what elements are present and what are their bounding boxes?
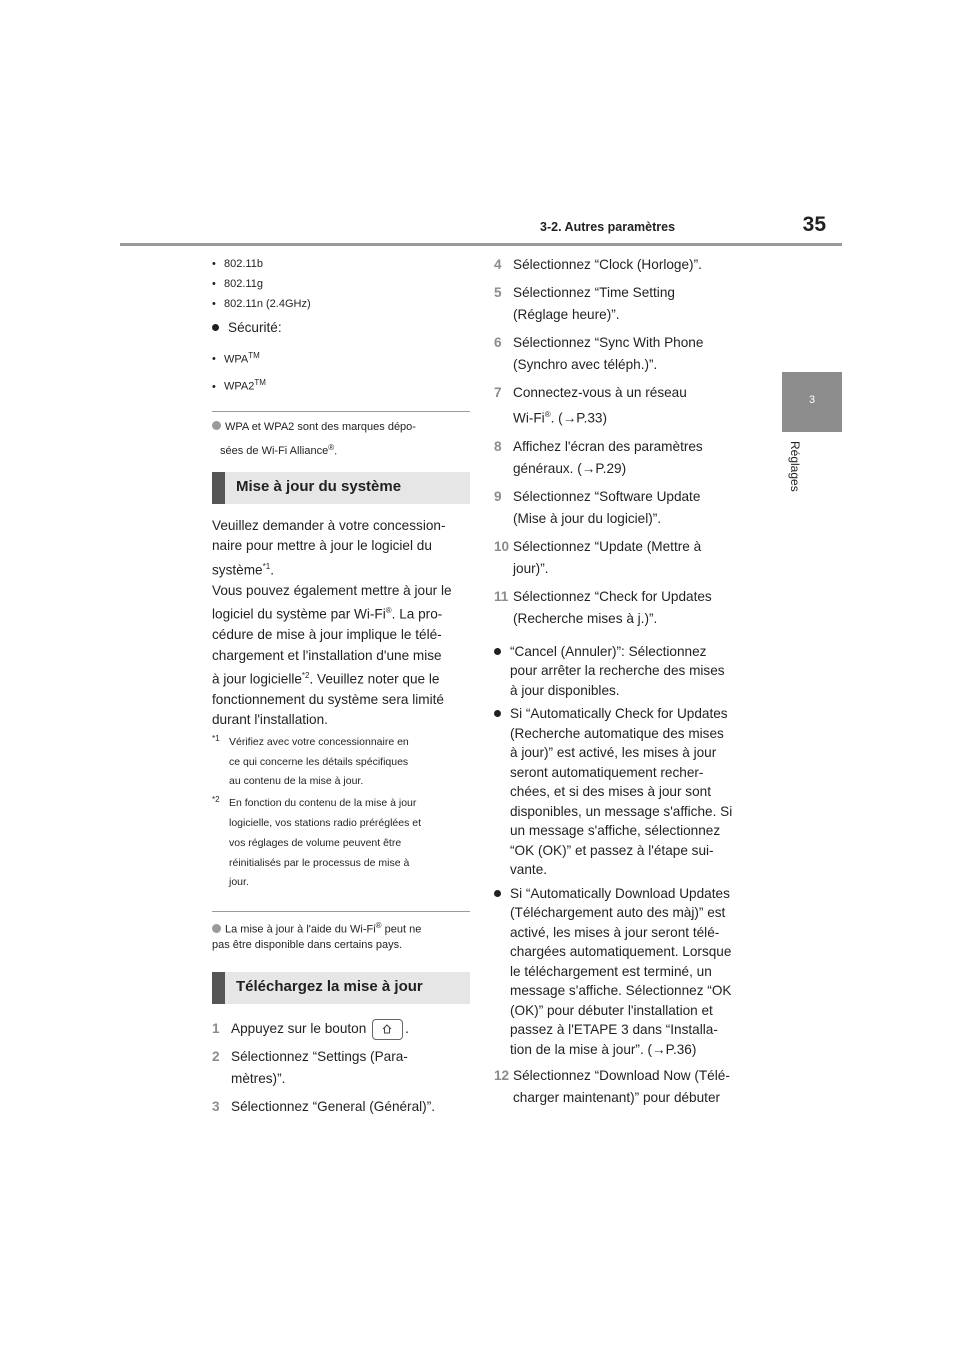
wifi-note: La mise à jour à l'aide du Wi-Fi® peut ne pas être disponible dans certains pays. [212,921,422,951]
chapter-number: 3 [808,394,816,406]
footnote-1: *1 Vérifiez avec votre concessionnaire en ce qui concerne les détails spécifiques au contenu de la mise à jour. [212,733,409,788]
step-1: 1 Appuyez sur le bouton . [212,1018,470,1040]
bullet-icon [494,890,501,897]
list-item: • 802.11b [212,254,470,274]
step-5: 5 Sélectionnez “Time Setting (Réglage heure)”. [494,285,675,322]
step-2: 2 Sélectionnez “Settings (Para- mètres)”. [212,1048,408,1086]
info-bullet: Si “Automatically Download Updates (Téléchargement auto des màj)” est activé, les mises à jour seront télé- chargées automatiquement. Lorsque le téléchargement est terminé, un message s'affiche. Sélectionnez “OK (OK)” pour débuter l'installation et passez à l'ETAPE 3 dans “Installa- tion de la mise à jour”. (→P.36) [494,884,752,1060]
security-list [212,344,470,399]
step-6: 6 Sélectionnez “Sync With Phone (Synchro avec téléph.)”. [494,335,704,372]
step-11: 11 Sélectionnez “Check for Updates (Recherche mises à j.)”. [494,588,712,626]
bullet-icon [494,648,501,655]
note-icon [212,924,221,933]
wpa-note: WPA et WPA2 sont des marques dépo- sées de Wi-Fi Alliance®. [212,418,470,462]
step-3: 3 Sélectionnez “General (Général)”. [212,1098,435,1114]
section-heading: Téléchargez la mise à jour [212,972,470,1004]
header-divider [120,243,842,246]
step-9: 9 Sélectionnez “Software Update (Mise à jour du logiciel)”. [494,488,701,526]
step-8: 8 Affichez l'écran des paramètres généraux. (→P.29) [494,438,703,476]
list-item: • 802.11g [212,274,470,294]
paragraph: Vous pouvez également mettre à jour le logiciel du système par Wi-Fi®. La pro- cédure de mise à jour implique le télé- chargement et l'installation d'une mise à jour logicielle$^{*2}$. Veuillez noter que le fonctionnement du système sera limité durant l'installation. [212,582,452,728]
step-4: 4 Sélectionnez “Clock (Horloge)”. [494,257,702,272]
step-10: 10 Sélectionnez “Update (Mettre à jour)”. [494,538,702,576]
footnote-2: *2 En fonction du contenu de la mise à jour logicielle, vos stations radio préréglées et vos réglages de volume peuvent être réinitialisés par le processus de mise à jour. [212,795,422,889]
info-bullet: Si “Automatically Check for Updates (Recherche automatique des mises à jour)” est activé, les mises à jour seront automatiquement recher- chées, et si des mises à jour sont disponibles, un message s'affiche. Si un message s'affiche, sélectionnez “OK (OK)” et passez à l'étape sui- vante. [494,704,752,880]
page-number: 35 [802,213,826,236]
step-7: 7 Connectez-vous à un réseau Wi-Fi®. (→P.33) [494,385,687,426]
right-column [494,254,752,1109]
step-12: 12 Sélectionnez “Download Now (Télé- charger maintenant)” pour débuter [494,1068,730,1106]
left-column [212,254,470,1118]
bullet-icon [212,324,219,331]
standards-list [212,254,470,314]
info-bullet: “Cancel (Annuler)”: Sélectionnez pour arrêter la recherche des mises à jour disponibles. [494,642,752,701]
section-title: 3-2. Autres paramètres [540,220,676,234]
security-bullet: Sécurité: [212,318,470,338]
chapter-label: Réglages [788,441,802,492]
note-icon [212,421,221,430]
note-divider [212,411,470,412]
section-heading: Mise à jour du système [212,472,470,504]
bullet-icon [494,710,501,717]
list-item: • WPA™ [212,344,470,372]
list-item: • 802.11n (2.4GHz) [212,294,470,314]
note-divider [212,911,470,912]
list-item: • WPA2™ [212,371,470,399]
home-button-icon [372,1019,403,1040]
paragraph: Veuillez demander à votre concession- naire pour mettre à jour le logiciel du système$^{*1}$. [212,518,446,578]
